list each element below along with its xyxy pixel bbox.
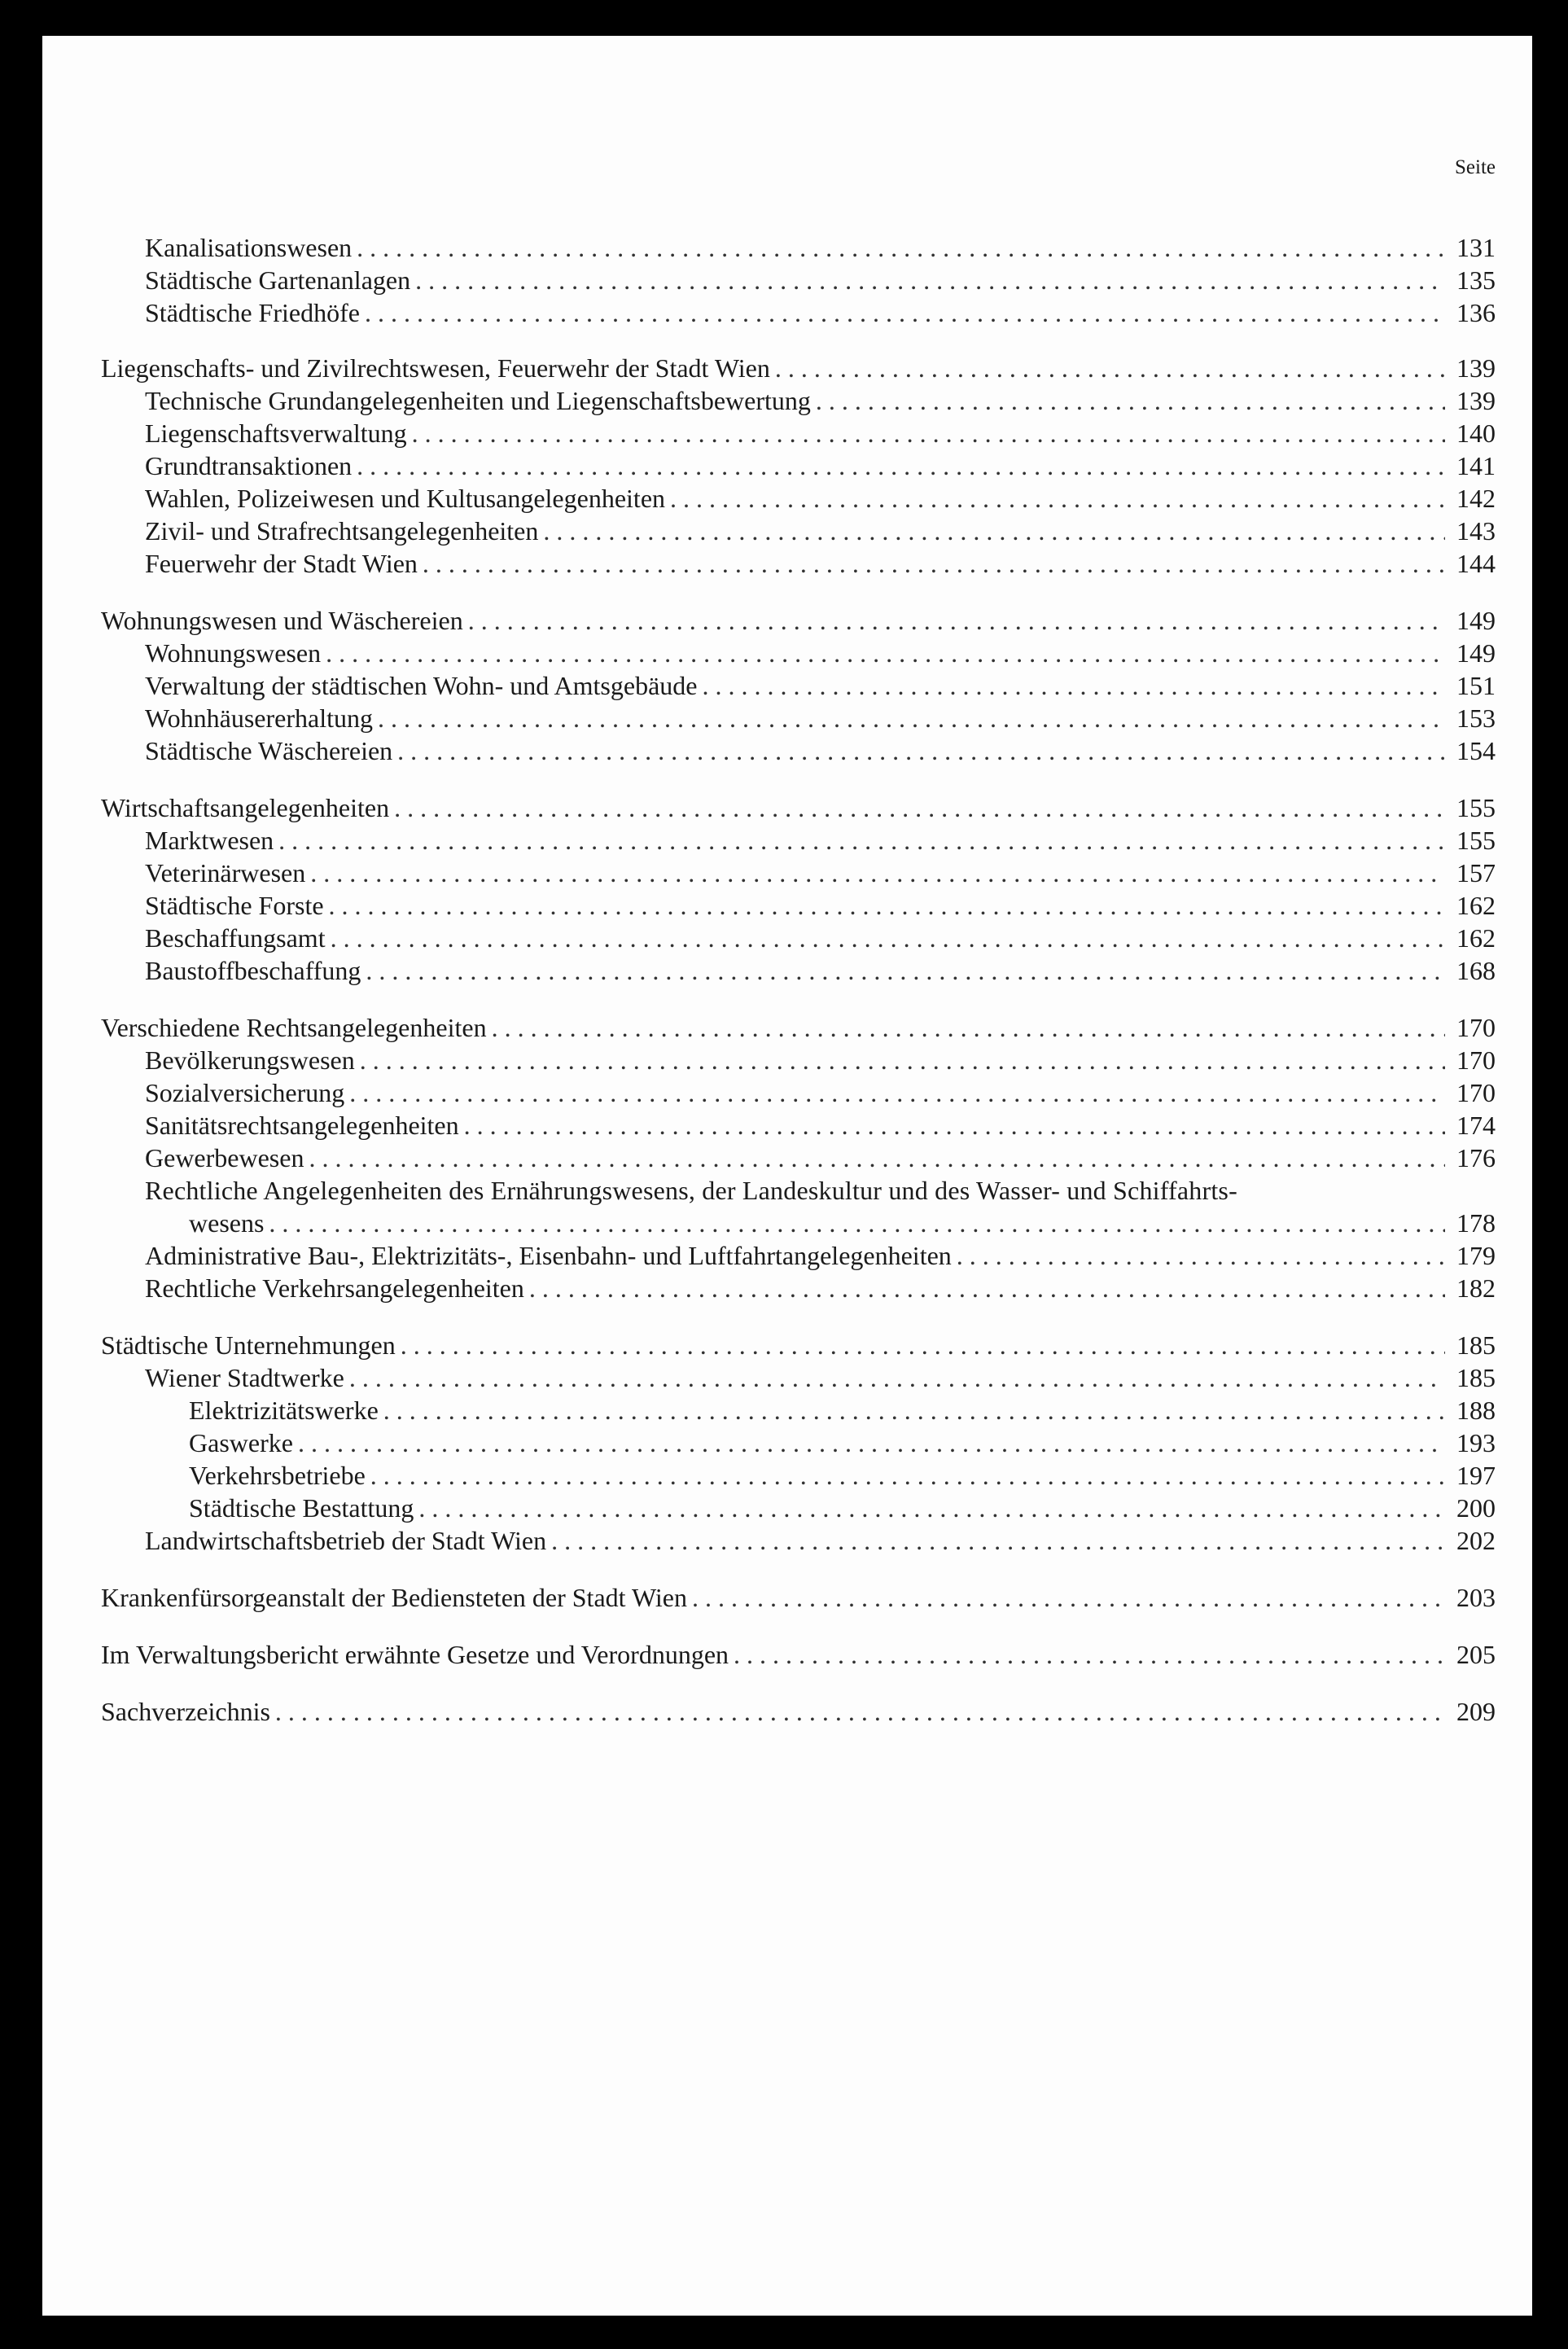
leader-dots (278, 824, 1445, 857)
toc-entry-page: 155 (1456, 793, 1496, 822)
toc-section (101, 1329, 1496, 1361)
toc-entry (145, 669, 1496, 702)
leader-dots (670, 482, 1445, 515)
toc-entry-page: 149 (1456, 606, 1496, 635)
toc-entry-title: Städtische Wäschereien (145, 736, 393, 765)
toc-entry (145, 547, 1496, 580)
toc-entry-title: Kanalisationswesen (145, 233, 353, 262)
toc-entry-page: 139 (1456, 386, 1496, 415)
toc-entry (145, 702, 1496, 734)
toc-entry-page: 141 (1456, 451, 1496, 480)
toc-entry-page: 143 (1456, 516, 1496, 546)
toc-entry-title: Städtische Gartenanlagen (145, 265, 411, 295)
toc-entry (145, 857, 1496, 889)
toc-entry-title: Wohnungswesen (145, 638, 322, 668)
toc-entry (145, 1044, 1496, 1076)
leader-dots (492, 1011, 1445, 1044)
toc-entry-title: Wiener Stadtwerke (145, 1363, 344, 1392)
toc-entry-title: Landwirtschaftsbetrieb der Stadt Wien (145, 1526, 547, 1555)
toc-entry (145, 1272, 1496, 1304)
leader-dots (957, 1239, 1445, 1272)
leader-dots (269, 1207, 1445, 1239)
toc-entry-page: 142 (1456, 484, 1496, 513)
leader-dots (349, 1361, 1445, 1394)
toc-entry-page: 182 (1456, 1273, 1496, 1303)
toc-entry (145, 482, 1496, 515)
toc-entry-title: Sanitätsrechtsangelegenheiten (145, 1111, 459, 1140)
toc-entry (145, 889, 1496, 922)
toc-entry-page: 179 (1456, 1241, 1496, 1270)
toc-entry-page: 151 (1456, 671, 1496, 700)
leader-dots (329, 889, 1445, 922)
toc-entry (145, 922, 1496, 954)
toc-entry-page: 135 (1456, 265, 1496, 295)
leader-dots (298, 1426, 1445, 1459)
toc-section (101, 352, 1496, 384)
toc-entry-page: 149 (1456, 638, 1496, 668)
toc-entry-title: Administrative Bau-, Elektrizitäts-, Eisenbahn- und Luftfahrtangelegenheiten (145, 1241, 952, 1270)
toc-entry-title: Marktwesen (145, 826, 274, 855)
leader-dots (357, 449, 1445, 482)
toc-entry-title: Technische Grundangelegenheiten und Liegenschaftsbewertung (145, 386, 811, 415)
toc-entry-title: Wahlen, Polizeiwesen und Kultusangelegenheiten (145, 484, 666, 513)
toc-entry-title: Beschaffungsamt (145, 923, 326, 953)
toc-entry-title: Baustoffbeschaffung (145, 956, 361, 985)
toc-entry-page: 140 (1456, 419, 1496, 448)
toc-entry-page: 185 (1456, 1363, 1496, 1392)
leader-dots (529, 1272, 1445, 1304)
toc-entry (189, 1459, 1496, 1492)
toc-entry (189, 1426, 1496, 1459)
toc-entry-title: Zivil- und Strafrechtsangelegenheiten (145, 516, 539, 546)
leader-dots (464, 1109, 1445, 1142)
toc-entry-page: 205 (1456, 1640, 1496, 1669)
leader-dots (418, 1492, 1445, 1524)
leader-dots (360, 1044, 1445, 1076)
leader-dots (816, 384, 1445, 417)
leader-dots (412, 417, 1445, 449)
leader-dots (370, 1459, 1445, 1492)
leader-dots (734, 1638, 1445, 1671)
leader-dots (415, 264, 1445, 296)
toc-entry (145, 954, 1496, 987)
toc-entry-title: Liegenschafts- und Zivilrechtswesen, Feuerwehr der Stadt Wien (101, 353, 770, 383)
toc-section (101, 791, 1496, 824)
toc-entry-page: 170 (1456, 1013, 1496, 1042)
toc-entry (145, 417, 1496, 449)
leader-dots (397, 734, 1445, 767)
leader-dots (310, 857, 1445, 889)
toc-section (101, 1581, 1496, 1614)
toc-entry-page: 174 (1456, 1111, 1496, 1140)
toc-entry (145, 296, 1496, 329)
toc-entry-page: 168 (1456, 956, 1496, 985)
leader-dots (357, 231, 1445, 264)
toc-entry (189, 1394, 1496, 1426)
leader-dots (775, 352, 1445, 384)
toc-entry-page: 162 (1456, 923, 1496, 953)
toc-entry (145, 1142, 1496, 1174)
toc-entry-title: Veterinärwesen (145, 858, 306, 887)
toc-entry-page: 185 (1456, 1330, 1496, 1360)
leader-dots (365, 296, 1445, 329)
leader-dots (551, 1524, 1445, 1557)
toc-entry-title: Sachverzeichnis (101, 1697, 270, 1726)
toc-section (101, 1638, 1496, 1671)
toc-entry-title: Wohnungswesen und Wäschereien (101, 606, 463, 635)
leader-dots (468, 604, 1445, 637)
toc-section (101, 604, 1496, 637)
toc-entry (145, 515, 1496, 547)
toc-entry-title: Städtische Friedhöfe (145, 298, 360, 327)
toc-entry-page: 193 (1456, 1428, 1496, 1457)
leader-dots (401, 1329, 1445, 1361)
toc-entry-title: Sozialversicherung (145, 1078, 345, 1107)
toc-entry-page: 188 (1456, 1396, 1496, 1425)
leader-dots (366, 954, 1445, 987)
toc-entry-title: Verwaltung der städtischen Wohn- und Amtsgebäude (145, 671, 698, 700)
toc-entry-page: 139 (1456, 353, 1496, 383)
toc-entry-title: Feuerwehr der Stadt Wien (145, 549, 418, 578)
toc-entry-title: Wohnhäusererhaltung (145, 703, 373, 733)
toc-entry (145, 824, 1496, 857)
toc-entry-page: 155 (1456, 826, 1496, 855)
toc-entry-page: 131 (1456, 233, 1496, 262)
toc-entry-page: 144 (1456, 549, 1496, 578)
toc-entry-page: 176 (1456, 1143, 1496, 1172)
toc-entry-title: Verschiedene Rechtsangelegenheiten (101, 1013, 487, 1042)
leader-dots (394, 791, 1445, 824)
leader-dots (349, 1076, 1445, 1109)
leader-dots (378, 702, 1445, 734)
toc-entry-title: Städtische Unternehmungen (101, 1330, 396, 1360)
toc-entry (189, 1207, 1496, 1239)
toc-entry (145, 637, 1496, 669)
toc-entry-title: Liegenschaftsverwaltung (145, 419, 407, 448)
toc-entry-page: 200 (1456, 1493, 1496, 1523)
leader-dots (326, 637, 1445, 669)
toc-entry-page: 202 (1456, 1526, 1496, 1555)
leader-dots (383, 1394, 1445, 1426)
toc-entry-page: 162 (1456, 891, 1496, 920)
toc-entry-title: Krankenfürsorgeanstalt der Bediensteten der Stadt Wien (101, 1583, 687, 1612)
toc-entry (145, 1524, 1496, 1557)
toc-section (101, 1695, 1496, 1728)
leader-dots (702, 669, 1445, 702)
toc-entry-page: 197 (1456, 1461, 1496, 1490)
document-page (42, 36, 1532, 2316)
toc-entry-title: Wirtschaftsangelegenheiten (101, 793, 390, 822)
toc-entry-title: Elektrizitätswerke (189, 1396, 379, 1425)
toc-entry-title: Gaswerke (189, 1428, 293, 1457)
toc-entry (145, 264, 1496, 296)
toc-entry-page: 136 (1456, 298, 1496, 327)
toc-entry (145, 231, 1496, 264)
toc-entry (145, 1109, 1496, 1142)
leader-dots (275, 1695, 1445, 1728)
toc-entry-title: Grundtransaktionen (145, 451, 353, 480)
toc-entry-page: 157 (1456, 858, 1496, 887)
toc-entry-title: Gewerbewesen (145, 1143, 304, 1172)
leader-dots (331, 922, 1445, 954)
toc-entry-title: Städtische Forste (145, 891, 324, 920)
toc-section (101, 1011, 1496, 1044)
toc-entry (145, 1076, 1496, 1109)
leader-dots (543, 515, 1445, 547)
toc-entry-title: wesens (189, 1208, 265, 1238)
toc-entry (145, 1361, 1496, 1394)
toc-entry-title-line: Rechtliche Angelegenheiten des Ernährungswesens, der Landeskultur und des Wasser- und Schiffahrts- (145, 1176, 1237, 1205)
toc-entry-title: Im Verwaltungsbericht erwähnte Gesetze und Verordnungen (101, 1640, 729, 1669)
leader-dots (309, 1142, 1445, 1174)
toc-entry (145, 734, 1496, 767)
seite-column-header: Seite (1455, 156, 1496, 178)
toc-entry-page: 170 (1456, 1045, 1496, 1075)
toc-entry-page: 153 (1456, 703, 1496, 733)
leader-dots (423, 547, 1445, 580)
toc-entry (145, 449, 1496, 482)
toc-entry-title: Rechtliche Verkehrsangelegenheiten (145, 1273, 524, 1303)
toc-entry (145, 1239, 1496, 1272)
toc-entry-page: 178 (1456, 1208, 1496, 1238)
toc-entry (145, 384, 1496, 417)
toc-entry-title: Verkehrsbetriebe (189, 1461, 366, 1490)
leader-dots (692, 1581, 1445, 1614)
toc-entry-title: Bevölkerungswesen (145, 1045, 355, 1075)
toc-entry-page: 203 (1456, 1583, 1496, 1612)
toc-entry-page: 209 (1456, 1697, 1496, 1726)
toc-entry (189, 1492, 1496, 1524)
toc-entry-page: 170 (1456, 1078, 1496, 1107)
toc-entry-page: 154 (1456, 736, 1496, 765)
toc-entry-title: Städtische Bestattung (189, 1493, 414, 1523)
